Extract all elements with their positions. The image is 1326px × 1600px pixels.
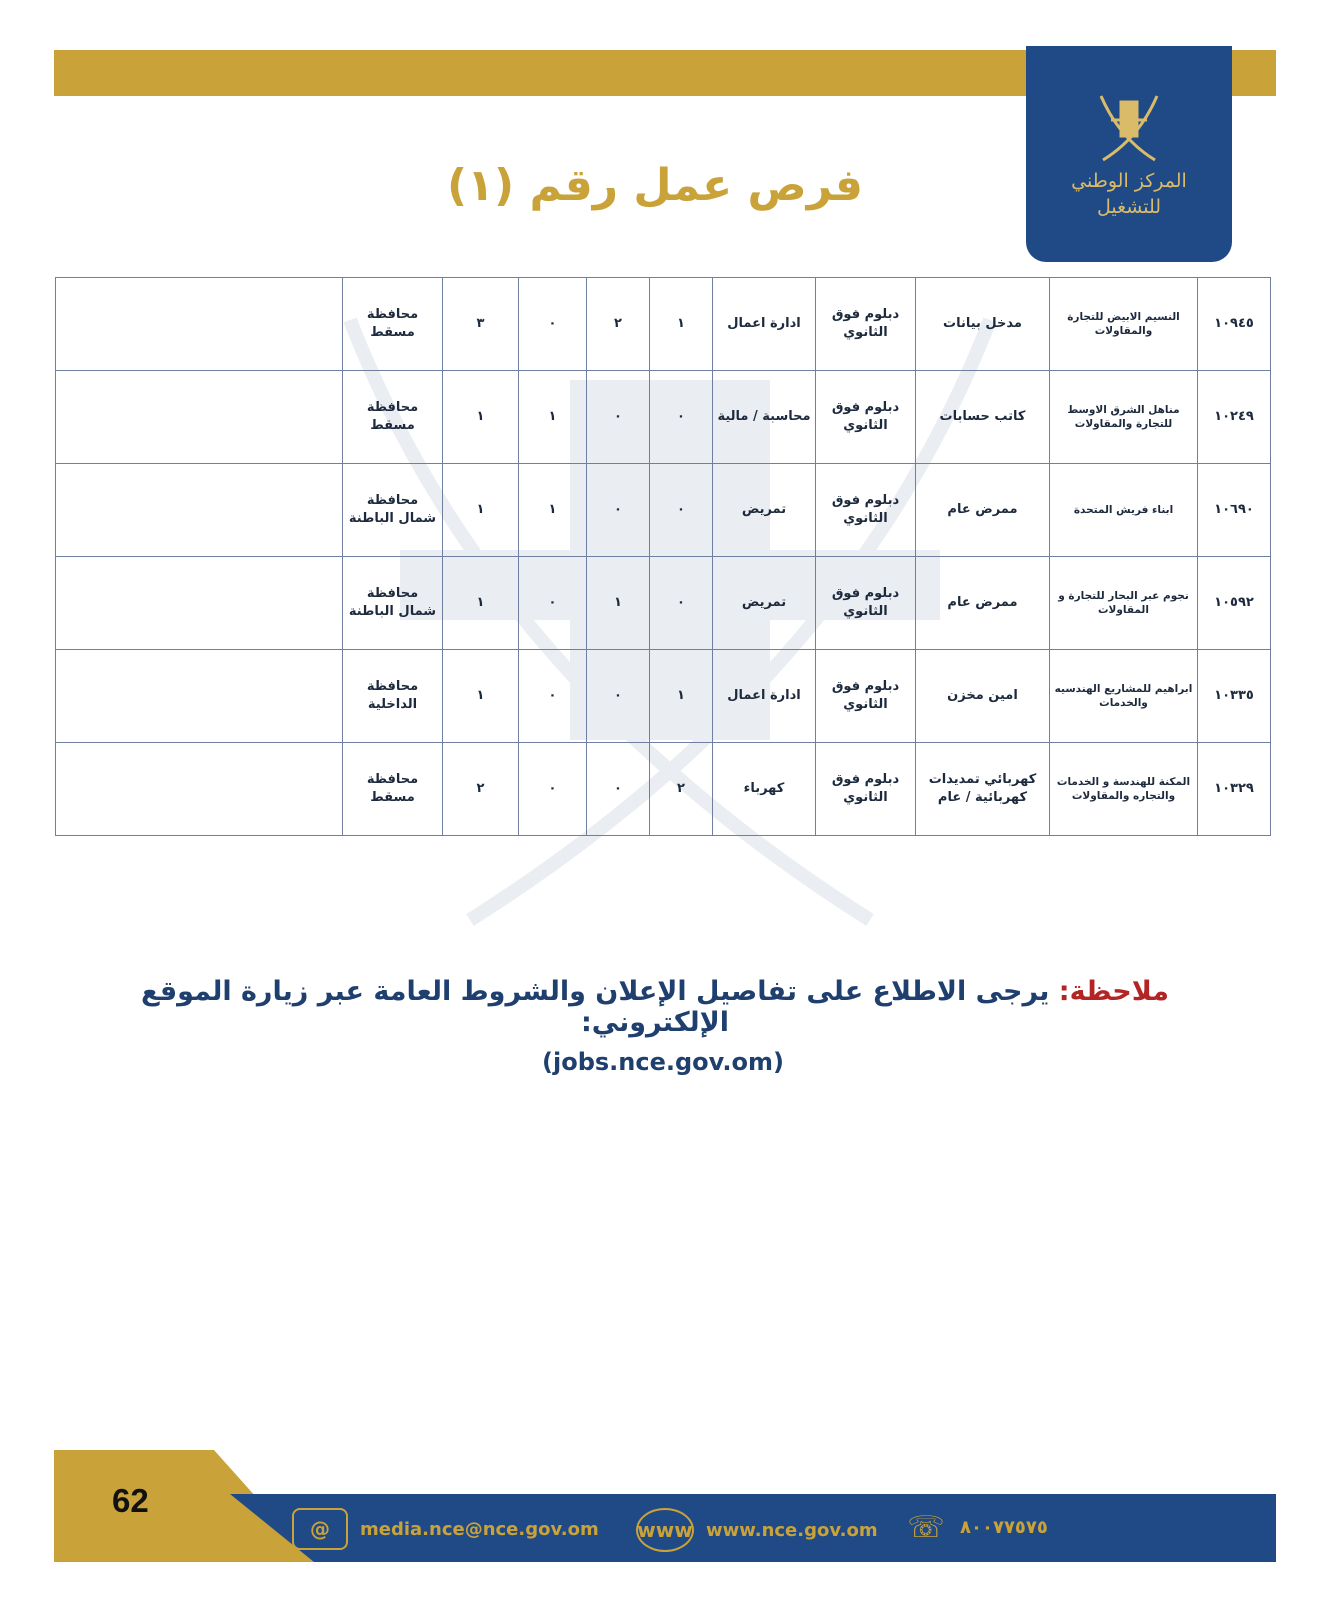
- table-row: [56, 650, 1271, 743]
- job-title-cell: مدخل بيانات: [916, 278, 1050, 371]
- job-title-cell: كاتب حسابات: [916, 371, 1050, 464]
- location-cell: محافظة مسقط: [343, 278, 443, 371]
- job-title-cell: كهربائي تمديدات كهربائية / عام: [916, 743, 1050, 836]
- notes-cell: [56, 650, 343, 743]
- job-id-cell: ١٠٣٢٩: [1198, 743, 1271, 836]
- total-count-cell: ١: [443, 650, 519, 743]
- total-count-cell: ١: [443, 371, 519, 464]
- count-cell-1: ١: [650, 650, 713, 743]
- note-label: ملاحظة:: [1058, 976, 1169, 1007]
- job-title-cell: امين مخزن: [916, 650, 1050, 743]
- table-row: [56, 557, 1271, 650]
- location-cell: محافظة مسقط: [343, 743, 443, 836]
- logo-text-line2: للتشغيل: [1096, 196, 1162, 218]
- specialization-cell: تمريض: [713, 557, 816, 650]
- job-id-cell: ١٠٦٩٠: [1198, 464, 1271, 557]
- qualification-cell: دبلوم فوق الثانوي: [816, 743, 916, 836]
- job-id-cell: ١٠٩٤٥: [1198, 278, 1271, 371]
- page-title: فرص عمل رقم (١): [447, 160, 863, 211]
- count-cell-2: ٢: [587, 278, 650, 371]
- notes-cell: [56, 278, 343, 371]
- company-cell: مناهل الشرق الاوسط للتجارة والمقاولات: [1050, 371, 1198, 464]
- location-cell: محافظة شمال الباطنة: [343, 464, 443, 557]
- count-cell-2: ٠: [587, 650, 650, 743]
- specialization-cell: محاسبة / مالية: [713, 371, 816, 464]
- specialization-cell: تمريض: [713, 464, 816, 557]
- location-cell: محافظة مسقط: [343, 371, 443, 464]
- table-row: [56, 464, 1271, 557]
- company-cell: ابراهيم للمشاريع الهندسيه والخدمات: [1050, 650, 1198, 743]
- qualification-cell: دبلوم فوق الثانوي: [816, 278, 916, 371]
- count-cell-2: ٠: [587, 464, 650, 557]
- job-id-cell: ١٠٥٩٢: [1198, 557, 1271, 650]
- count-cell-1: ٠: [650, 371, 713, 464]
- total-count-cell: ١: [443, 464, 519, 557]
- count-cell-3: ١: [519, 464, 587, 557]
- qualification-cell: دبلوم فوق الثانوي: [816, 464, 916, 557]
- total-count-cell: ١: [443, 557, 519, 650]
- count-cell-1: ٠: [650, 464, 713, 557]
- notes-cell: [56, 464, 343, 557]
- location-cell: محافظة شمال الباطنة: [343, 557, 443, 650]
- count-cell-3: ١: [519, 371, 587, 464]
- total-count-cell: ٢: [443, 743, 519, 836]
- logo-text-line1: المركز الوطني: [1071, 170, 1187, 192]
- count-cell-3: ٠: [519, 650, 587, 743]
- table-row: [56, 371, 1271, 464]
- count-cell-3: ٠: [519, 278, 587, 371]
- footer-email[interactable]: [292, 1508, 599, 1550]
- job-title-cell: ممرض عام: [916, 557, 1050, 650]
- company-cell: النسيم الابيض للتجارة والمقاولات: [1050, 278, 1198, 371]
- notes-cell: [56, 371, 343, 464]
- count-cell-2: ٠: [587, 743, 650, 836]
- jobs-website-link[interactable]: (jobs.nce.gov.om): [542, 1048, 784, 1076]
- notes-cell: [56, 743, 343, 836]
- khanjar-emblem-icon: [1089, 88, 1169, 168]
- count-cell-2: ٠: [587, 371, 650, 464]
- footer-website[interactable]: [636, 1508, 878, 1552]
- job-openings-table: [55, 277, 1271, 836]
- specialization-cell: ادارة اعمال: [713, 650, 816, 743]
- footer-phone[interactable]: [904, 1508, 1048, 1546]
- phone-icon: ☏: [907, 1509, 945, 1545]
- qualification-cell: دبلوم فوق الثانوي: [816, 371, 916, 464]
- footer-email-text: media.nce@nce.gov.om: [360, 1518, 599, 1540]
- job-id-cell: ١٠٢٤٩: [1198, 371, 1271, 464]
- footer-website-text: www.nce.gov.om: [706, 1519, 878, 1541]
- note-paragraph: [90, 976, 1220, 1038]
- count-cell-1: ٠: [650, 557, 713, 650]
- qualification-cell: دبلوم فوق الثانوي: [816, 650, 916, 743]
- qualification-cell: دبلوم فوق الثانوي: [816, 557, 916, 650]
- footer-phone-text: ٨٠٠٧٧٥٧٥: [960, 1516, 1048, 1538]
- total-count-cell: ٣: [443, 278, 519, 371]
- count-cell-1: ٢: [650, 743, 713, 836]
- company-cell: المكنة للهندسة و الخدمات والتجاره والمقاولات: [1050, 743, 1198, 836]
- company-cell: ابناء فريش المتحدة: [1050, 464, 1198, 557]
- job-title-cell: ممرض عام: [916, 464, 1050, 557]
- nce-logo: [1026, 46, 1232, 262]
- count-cell-2: ١: [587, 557, 650, 650]
- specialization-cell: كهرباء: [713, 743, 816, 836]
- count-cell-1: ١: [650, 278, 713, 371]
- job-id-cell: ١٠٣٣٥: [1198, 650, 1271, 743]
- at-icon: @: [292, 1508, 348, 1550]
- table-row: [56, 278, 1271, 371]
- notes-cell: [56, 557, 343, 650]
- company-cell: نجوم عبر البحار للتجارة و المقاولات: [1050, 557, 1198, 650]
- count-cell-3: ٠: [519, 743, 587, 836]
- table-row: [56, 743, 1271, 836]
- count-cell-3: ٠: [519, 557, 587, 650]
- specialization-cell: ادارة اعمال: [713, 278, 816, 371]
- note-text: يرجى الاطلاع على تفاصيل الإعلان والشروط العامة عبر زيارة الموقع الإلكتروني:: [141, 976, 1059, 1038]
- page-number: 62: [112, 1482, 149, 1519]
- location-cell: محافظة الداخلية: [343, 650, 443, 743]
- globe-icon: www: [636, 1508, 694, 1552]
